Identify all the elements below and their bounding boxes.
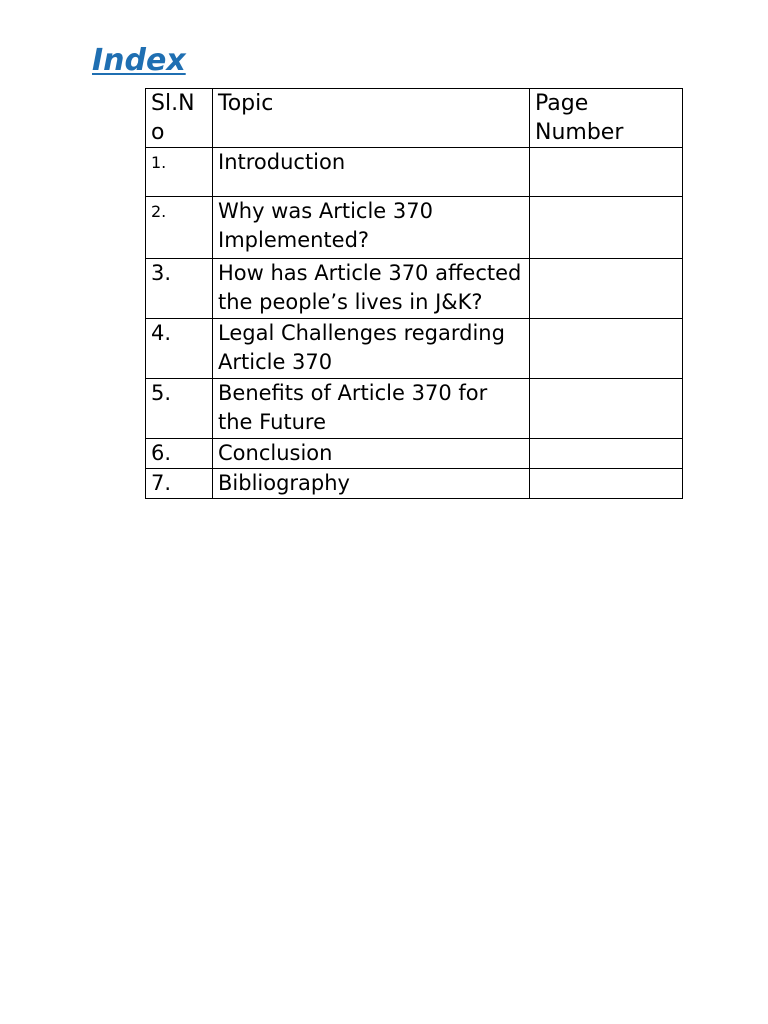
row-page-number <box>530 319 683 379</box>
row-page-number <box>530 197 683 259</box>
table-row <box>146 148 683 197</box>
row-sl-no: 5. <box>146 379 213 439</box>
header-page-number: Page Number <box>530 89 683 148</box>
row-sl-no: 2. <box>146 197 213 259</box>
row-topic: Introduction <box>213 148 530 197</box>
table-row <box>146 469 683 499</box>
row-sl-no: 3. <box>146 259 213 319</box>
row-page-number <box>530 148 683 197</box>
row-page-number <box>530 259 683 319</box>
table-header-row <box>146 89 683 148</box>
row-sl-no: 1. <box>146 148 213 197</box>
row-topic: Benefits of Article 370 for the Future <box>213 379 530 439</box>
row-topic: Why was Article 370 Implemented? <box>213 197 530 259</box>
row-page-number <box>530 439 683 469</box>
row-sl-no: 4. <box>146 319 213 379</box>
row-sl-no: 6. <box>146 439 213 469</box>
header-sl-no: Sl.No <box>146 89 213 148</box>
row-page-number <box>530 379 683 439</box>
index-table <box>145 88 683 499</box>
header-topic: Topic <box>213 89 530 148</box>
row-topic: How has Article 370 affected the people’s lives in J&K? <box>213 259 530 319</box>
table-row <box>146 439 683 469</box>
row-topic: Conclusion <box>213 439 530 469</box>
table-row <box>146 319 683 379</box>
page-title: Index <box>92 43 186 78</box>
row-topic: Legal Challenges regarding Article 370 <box>213 319 530 379</box>
table-row <box>146 197 683 259</box>
row-sl-no: 7. <box>146 469 213 499</box>
row-page-number <box>530 469 683 499</box>
table-row <box>146 259 683 319</box>
table-row <box>146 379 683 439</box>
row-topic: Bibliography <box>213 469 530 499</box>
